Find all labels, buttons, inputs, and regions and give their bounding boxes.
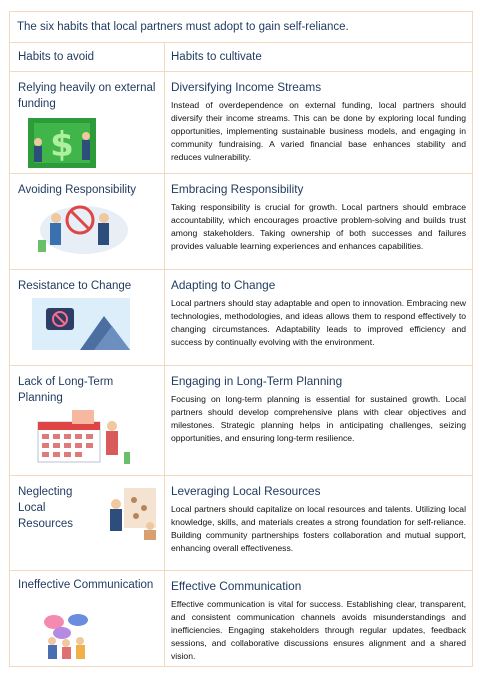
avoid-cell bbox=[10, 72, 165, 173]
avoid-label: Resistance to Change bbox=[18, 280, 132, 292]
habits-table bbox=[9, 11, 473, 667]
avoid-label: Relying heavily on external funding bbox=[18, 82, 156, 110]
cultivate-cell bbox=[165, 366, 472, 475]
table-row bbox=[10, 174, 472, 270]
cultivate-body: Instead of overdependence on external funding, local partners should diversify their income streams. This can be done by exploring local funding opportunities, implementing sustainable business models, and engaging in community fundraising. A varied financial base enhances stability and reduces vulnerability. bbox=[171, 100, 466, 162]
cultivate-body: Local partners should capitalize on local resources and talents. Utilizing local knowledge, skills, and materials creates a strong foundation for self-reliance. Building community partnerships fosters collaboration and mutual support, enhancing overall effectiveness. bbox=[171, 504, 466, 553]
header-cultivate: Habits to cultivate bbox=[171, 51, 262, 63]
money-dollar-icon bbox=[28, 118, 96, 168]
table-row bbox=[10, 476, 472, 571]
cultivate-cell bbox=[165, 72, 472, 173]
avoid-cell bbox=[10, 174, 165, 269]
cultivate-body: Focusing on long-term planning is essential for sustained growth. Local partners should develop comprehensive plans with clear objectives and milestones. Strategic planning helps in anticipating challenges, seizing opportunities, and ensuring long-term resilience. bbox=[171, 394, 466, 443]
avoid-label: Lack of Long-Term Planning bbox=[18, 376, 114, 404]
cultivate-body: Effective communication is vital for success. Establishing clear, transparent, and consistent communication channels avoids misunderstandings and inefficiencies. Engaging stakeholders through regular updates, feedback sessions, and collaborative discussions ensures alignment and a shared vision. bbox=[171, 599, 466, 661]
table-row bbox=[10, 270, 472, 366]
calendar-planning-icon bbox=[32, 408, 136, 468]
communication-icon bbox=[40, 613, 92, 661]
table-header bbox=[10, 43, 472, 72]
cultivate-title: Leveraging Local Resources bbox=[171, 484, 321, 498]
cultivate-cell bbox=[165, 174, 472, 269]
avoid-label: Neglecting Local Resources bbox=[18, 486, 73, 530]
table-title: The six habits that local partners must adopt to gain self-reliance. bbox=[10, 12, 472, 43]
table-row bbox=[10, 366, 472, 476]
cultivate-cell bbox=[165, 476, 472, 570]
avoid-label: Avoiding Responsibility bbox=[18, 184, 137, 196]
cultivate-body: Taking responsibility is crucial for growth. Local partners should embrace accountability, which encourages proactive problem-solving and builds trust among stakeholders. Taking ownership of both successes and failures provides valuable learning experiences and enhances capabilities. bbox=[171, 202, 466, 251]
cultivate-body: Local partners should stay adaptable and open to innovation. Embracing new technologies, methodologies, and ideas allows them to respond effectively to changing circumstances. Adaptability leads to improved efficiency and success by continually evolving with the environment. bbox=[171, 298, 466, 347]
svg-text:$: $ bbox=[50, 125, 74, 165]
header-avoid: Habits to avoid bbox=[10, 43, 165, 71]
cultivate-cell bbox=[165, 571, 472, 666]
cultivate-cell bbox=[165, 270, 472, 365]
cultivate-title: Embracing Responsibility bbox=[171, 182, 304, 196]
avoid-cell bbox=[10, 270, 165, 365]
cultivate-title: Engaging in Long-Term Planning bbox=[171, 374, 343, 388]
blame-icon bbox=[28, 198, 132, 256]
cultivate-title: Effective Communication bbox=[171, 579, 302, 593]
avoid-cell bbox=[10, 366, 165, 475]
cultivate-title: Adapting to Change bbox=[171, 278, 276, 292]
avoid-label: Ineffective Communication bbox=[18, 579, 154, 591]
avoid-cell bbox=[10, 571, 165, 666]
avoid-cell bbox=[10, 476, 165, 570]
table-row bbox=[10, 571, 472, 666]
no-change-icon bbox=[32, 298, 130, 350]
local-resources-icon bbox=[102, 482, 160, 544]
cultivate-title: Diversifying Income Streams bbox=[171, 80, 322, 94]
table-row bbox=[10, 72, 472, 174]
